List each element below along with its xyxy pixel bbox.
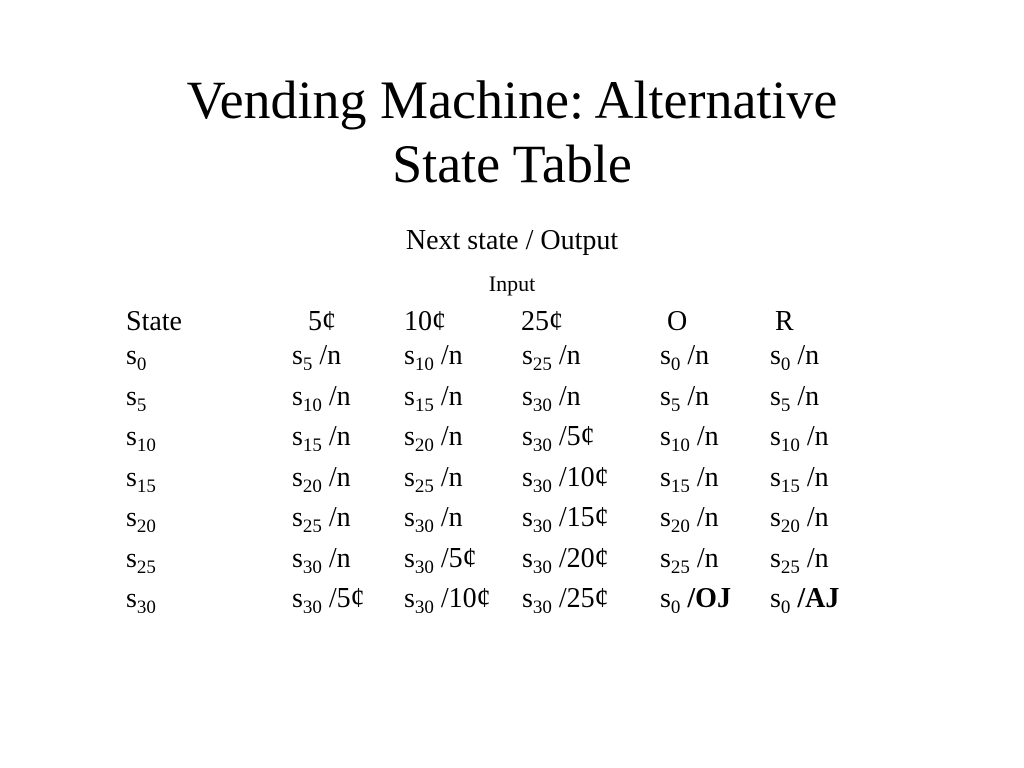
next-state-output-cell: $s_5$ /n [770,380,820,416]
input-label: Input [488,271,536,296]
next-state-output-cell: $s_{25}$ /n [660,542,719,578]
table-row [0,502,1024,542]
table-row [0,583,1024,623]
next-state-output-cell: $s_0$ /OJ [660,583,731,618]
next-state-output-cell: $s_{30}$ /5¢ [292,583,365,618]
table-row [0,462,1024,502]
column-header: State [126,306,182,337]
next-state-output-cell: $s_{15}$ /n [404,380,463,416]
table-row [0,421,1024,461]
next-state-output-cell: $s_5$ /n [660,380,710,416]
next-state-output-cell: $s_{15}$ /n [292,421,351,456]
state-cell: $s_0$ [126,340,147,375]
next-state-output-cell: $s_0$ /n [770,340,820,375]
table-row [0,381,1024,421]
next-state-output-cell: $s_{10}$ /n [404,340,463,375]
next-state-output-cell: $s_{25}$ /n [770,542,829,578]
next-state-output-cell: $s_{30}$ /5¢ [522,421,595,456]
next-state-output-cell: $s_0$ /AJ [770,583,840,618]
title-line-2: State Table [392,134,632,194]
next-state-output-cell: $s_{30}$ /25¢ [522,583,609,618]
state-cell: $s_{10}$ [126,421,156,456]
subtitle-next-state-output: Next state / Output [405,225,619,256]
next-state-output-cell: $s_{10}$ /n [660,421,719,456]
state-cell: $s_{15}$ [126,461,156,497]
next-state-output-cell: $s_{10}$ /n [770,421,829,456]
state-cell: $s_{30}$ [126,583,156,618]
next-state-output-cell: $s_{30}$ /n [404,502,463,537]
column-header: O [667,306,688,337]
title-line-1: Vending Machine: Alternative [186,70,838,130]
column-header: 10¢ [404,306,446,337]
next-state-output-cell: $s_{25}$ /n [404,461,463,497]
column-header: 25¢ [521,306,563,337]
column-header: 5¢ [308,306,336,337]
next-state-output-cell: $s_{30}$ /n [522,380,581,416]
next-state-output-cell: $s_{20}$ /n [770,502,829,537]
next-state-output-cell: $s_{25}$ /n [522,340,581,375]
next-state-output-cell: $s_{30}$ /20¢ [522,542,609,578]
state-cell: $s_{20}$ [126,502,156,537]
table-row [0,340,1024,380]
state-cell: $s_5$ [126,380,147,416]
next-state-output-cell: $s_{30}$ /10¢ [404,583,491,618]
next-state-output-cell: $s_{30}$ /10¢ [522,461,609,497]
next-state-output-cell: $s_{30}$ /n [292,542,351,578]
next-state-output-cell: $s_{15}$ /n [660,461,719,497]
next-state-output-cell: $s_0$ /n [660,340,710,375]
table-row [0,543,1024,583]
next-state-output-cell: $s_{30}$ /5¢ [404,542,477,578]
next-state-output-cell: $s_{10}$ /n [292,380,351,416]
next-state-output-cell: $s_{20}$ /n [660,502,719,537]
next-state-output-cell: $s_{25}$ /n [292,502,351,537]
state-cell: $s_{25}$ [126,542,156,578]
next-state-output-cell: $s_5$ /n [292,340,342,375]
next-state-output-cell: $s_{30}$ /15¢ [522,502,609,537]
slide-title [0,68,1024,196]
next-state-output-cell: $s_{15}$ /n [770,461,829,497]
column-header: R [775,306,794,337]
next-state-output-cell: $s_{20}$ /n [404,421,463,456]
next-state-output-cell: $s_{20}$ /n [292,461,351,497]
